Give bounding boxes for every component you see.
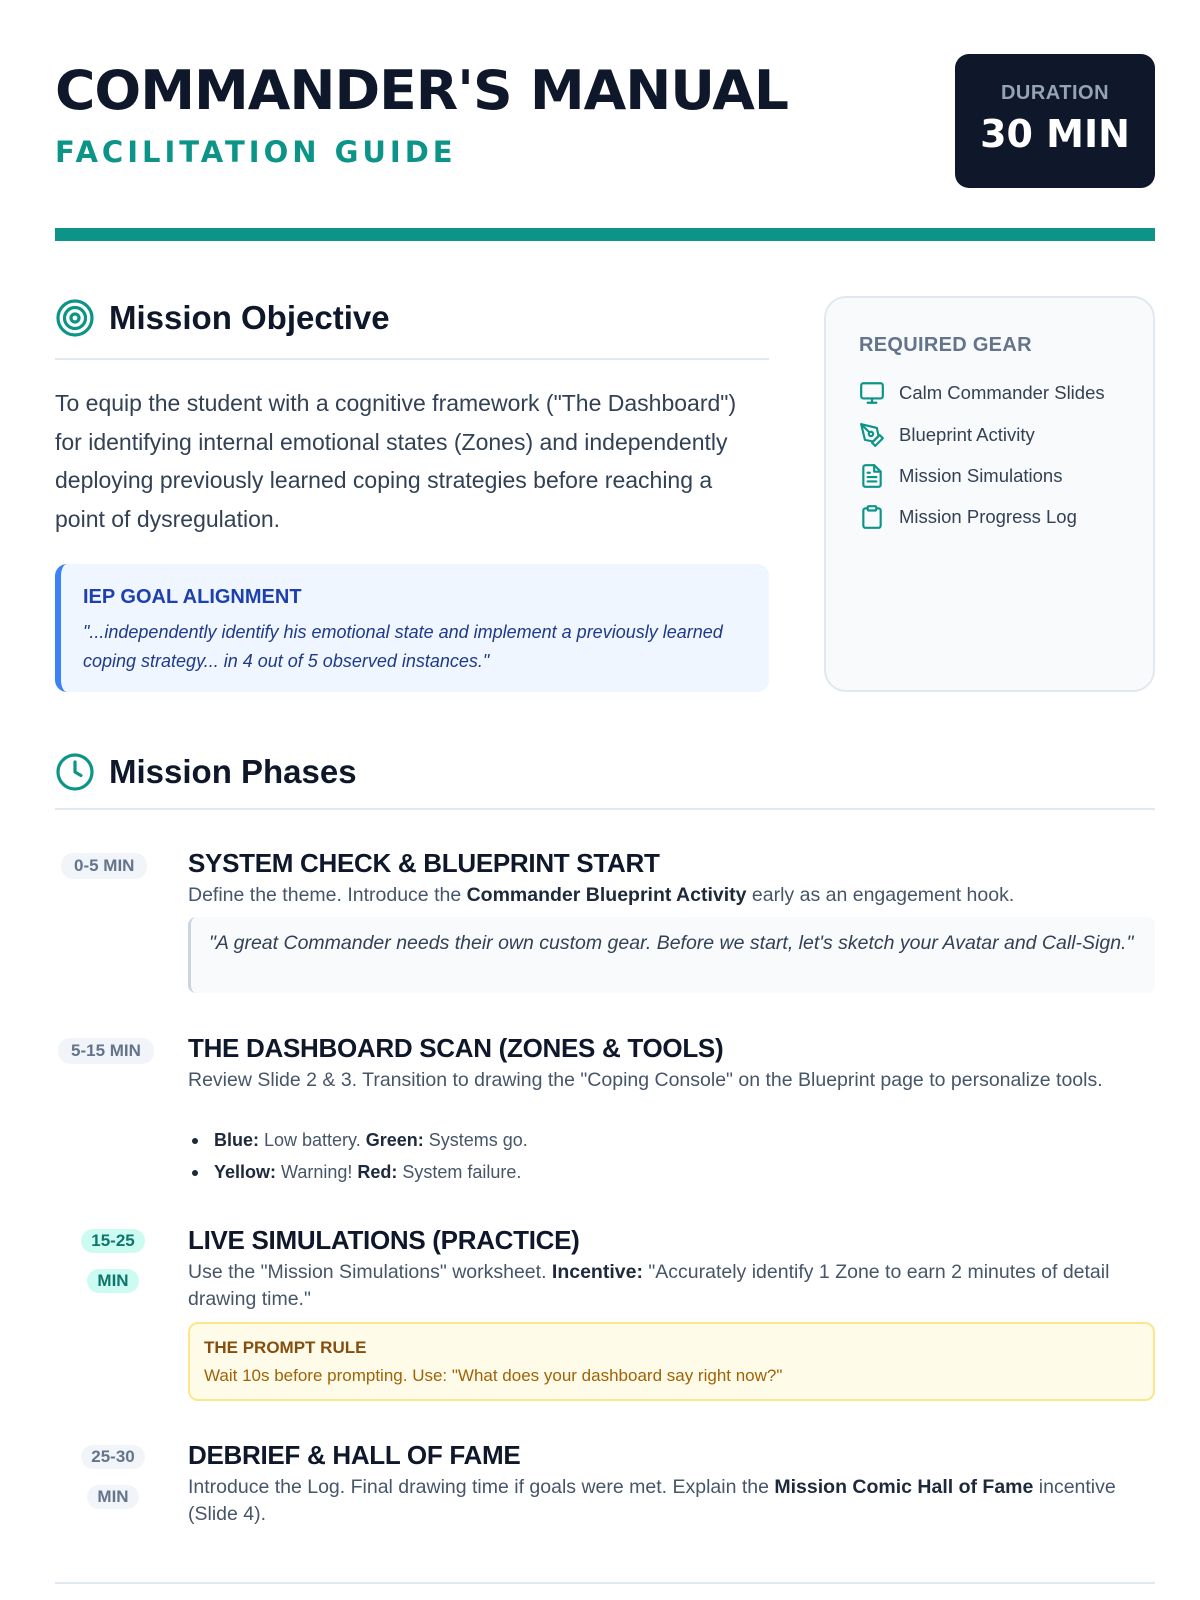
header-divider [55, 228, 1155, 241]
footer-divider [55, 1582, 1155, 1584]
objective-heading-text: Mission Objective [109, 299, 390, 336]
prompt-rule-title: THE PROMPT RULE [204, 1338, 367, 1357]
phase-title: SYSTEM CHECK & BLUEPRINT START [188, 848, 660, 878]
phase-time-badge: 25-30 MIN [63, 1445, 163, 1509]
phase-description: Use the "Mission Simulations" worksheet. Incentive: "Accurately identify 1 Zone to earn 2 minutes of detail drawing time." [188, 1261, 1110, 1310]
gear-item-label: Mission Simulations [899, 465, 1063, 486]
objective-heading [55, 298, 390, 338]
phase-time-badge: 5-15 MIN [58, 1038, 154, 1064]
phase-title: DEBRIEF & HALL OF FAME [188, 1440, 521, 1470]
clipboard-icon [859, 504, 885, 530]
prompt-rule-text: Wait 10s before prompting. Use: "What does your dashboard say right now?" [204, 1366, 783, 1385]
clock-icon [55, 752, 95, 792]
iep-quote: "...independently identify his emotional state and implement a previously learned coping strategy... in 4 out of 5 observed instances." [83, 622, 723, 671]
objective-divider [55, 358, 769, 360]
phases-divider [55, 808, 1155, 810]
gear-item-label: Blueprint Activity [899, 424, 1035, 445]
gear-title: REQUIRED GEAR [859, 334, 1032, 356]
gear-item [859, 422, 1035, 448]
phase-time-badge: 15-25 MIN [63, 1229, 163, 1293]
phase-time-badge: 0-5 MIN [61, 853, 147, 879]
gear-item [859, 463, 1062, 489]
objective-text: To equip the student with a cognitive framework ("The Dashboard") for identifying internal emotional states (Zones) and independently deploying previously learned coping strategies before reaching a point of dysregulation. [55, 390, 737, 532]
zone-bullet-list [188, 1124, 528, 1188]
phase-title: THE DASHBOARD SCAN (ZONES & TOOLS) [188, 1033, 724, 1063]
required-gear-card [824, 296, 1155, 692]
phases-heading [55, 752, 357, 792]
phases-heading-text: Mission Phases [109, 753, 357, 790]
gear-item-label: Mission Progress Log [899, 506, 1077, 527]
duration-label: DURATION [1000, 82, 1110, 104]
header [55, 54, 1155, 188]
gear-item [859, 504, 1077, 530]
prompt-rule-callout [188, 1322, 1155, 1401]
duration-card [955, 54, 1155, 188]
duration-value: 30 MIN [980, 112, 1130, 156]
page-title: COMMANDER'S MANUAL [55, 59, 788, 122]
iep-goal-callout [55, 564, 769, 692]
document-icon [859, 463, 885, 489]
monitor-icon [859, 380, 885, 406]
target-icon [55, 298, 95, 338]
phase-description: Introduce the Log. Final drawing time if goals were met. Explain the Mission Comic Hall of Fame incentive (Slide 4). [188, 1476, 1116, 1525]
gear-item [859, 380, 1105, 406]
facilitation-guide-page [55, 0, 1155, 1600]
pen-tool-icon [859, 422, 885, 448]
phase-title: LIVE SIMULATIONS (PRACTICE) [188, 1225, 580, 1255]
iep-title: IEP GOAL ALIGNMENT [83, 586, 302, 608]
phase-script-quote: "A great Commander needs their own custom gear. Before we start, let's sketch your Avatar and Call-Sign." [188, 917, 1155, 993]
gear-item-label: Calm Commander Slides [899, 382, 1105, 403]
list-item: Yellow: Warning! Red: System failure. [188, 1156, 528, 1188]
phase-description: Define the theme. Introduce the Commander Blueprint Activity early as an engagement hook. [188, 884, 1015, 906]
list-item: Blue: Low battery. Green: Systems go. [188, 1124, 528, 1156]
phase-description: Review Slide 2 & 3. Transition to drawing the "Coping Console" on the Blueprint page to personalize tools. [188, 1069, 1103, 1091]
page-subtitle: FACILITATION GUIDE [55, 135, 457, 169]
